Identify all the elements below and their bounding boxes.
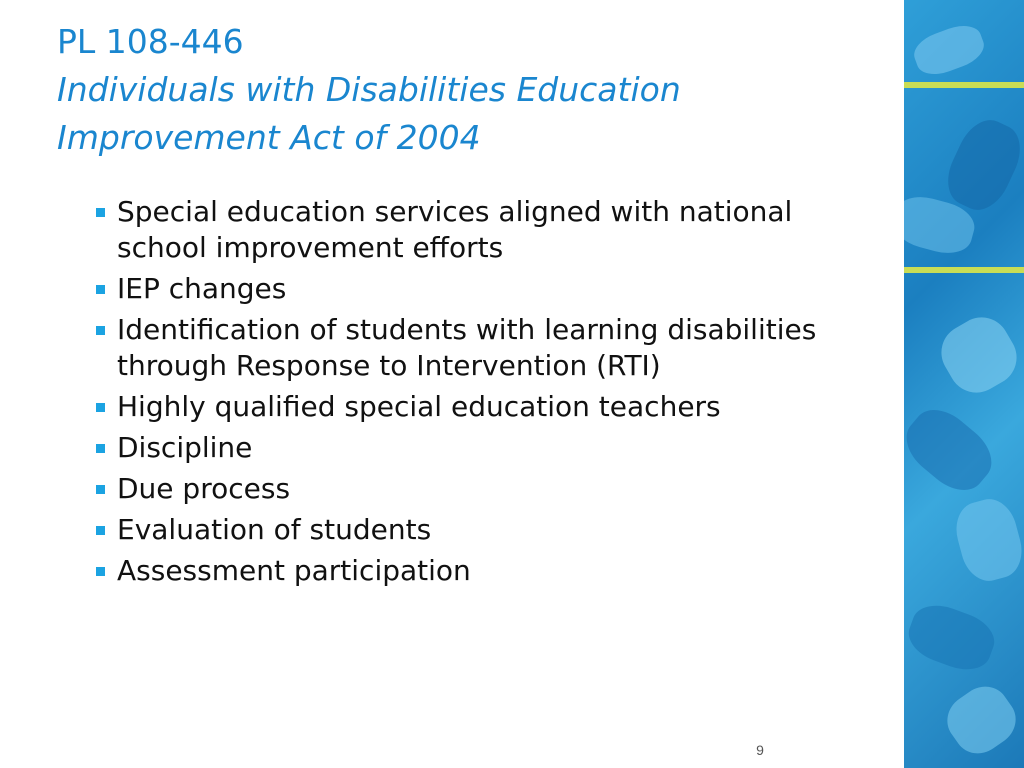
square-bullet-icon — [96, 485, 105, 494]
bullet-item — [92, 471, 882, 507]
slide-subtitle-line-2: Improvement Act of 2004 — [57, 118, 481, 157]
bullet-text: Evaluation of students — [117, 513, 432, 546]
bullet-text: Identification of students with learning disabilities through Response to Intervention (RTI) — [117, 313, 817, 382]
bullet-text: Due process — [117, 472, 291, 505]
square-bullet-icon — [96, 567, 105, 576]
bullet-item — [92, 271, 882, 307]
bullet-text: Special education services aligned with national school improvement efforts — [117, 195, 793, 264]
decorative-shape — [909, 19, 988, 81]
accent-line — [904, 267, 1024, 273]
square-bullet-icon — [96, 285, 105, 294]
bullet-text: Assessment participation — [117, 554, 471, 587]
slide-subtitle-line-1: Individuals with Disabilities Education — [57, 70, 681, 109]
square-bullet-icon — [96, 208, 105, 217]
bullet-item — [92, 553, 882, 589]
decorative-shape — [950, 494, 1024, 587]
bullet-text: IEP changes — [117, 272, 287, 305]
accent-line — [904, 82, 1024, 88]
bullet-item — [92, 194, 882, 266]
bullet-list — [92, 194, 882, 594]
decorative-side-strip — [904, 0, 1024, 768]
bullet-item — [92, 389, 882, 425]
bullet-item — [92, 430, 882, 466]
square-bullet-icon — [96, 326, 105, 335]
square-bullet-icon — [96, 403, 105, 412]
slide-title: PL 108-446 — [57, 22, 244, 61]
bullet-item — [92, 512, 882, 548]
decorative-shape — [904, 597, 1001, 678]
decorative-shape — [938, 677, 1024, 763]
decorative-shape — [938, 112, 1024, 219]
square-bullet-icon — [96, 444, 105, 453]
page-number: 9 — [756, 742, 764, 758]
bullet-item — [92, 312, 882, 384]
decorative-shape — [931, 307, 1024, 403]
bullet-text: Discipline — [117, 431, 253, 464]
bullet-text: Highly qualified special education teachers — [117, 390, 721, 423]
square-bullet-icon — [96, 526, 105, 535]
decorative-shape — [904, 398, 1003, 502]
slide-title-block — [57, 18, 887, 162]
